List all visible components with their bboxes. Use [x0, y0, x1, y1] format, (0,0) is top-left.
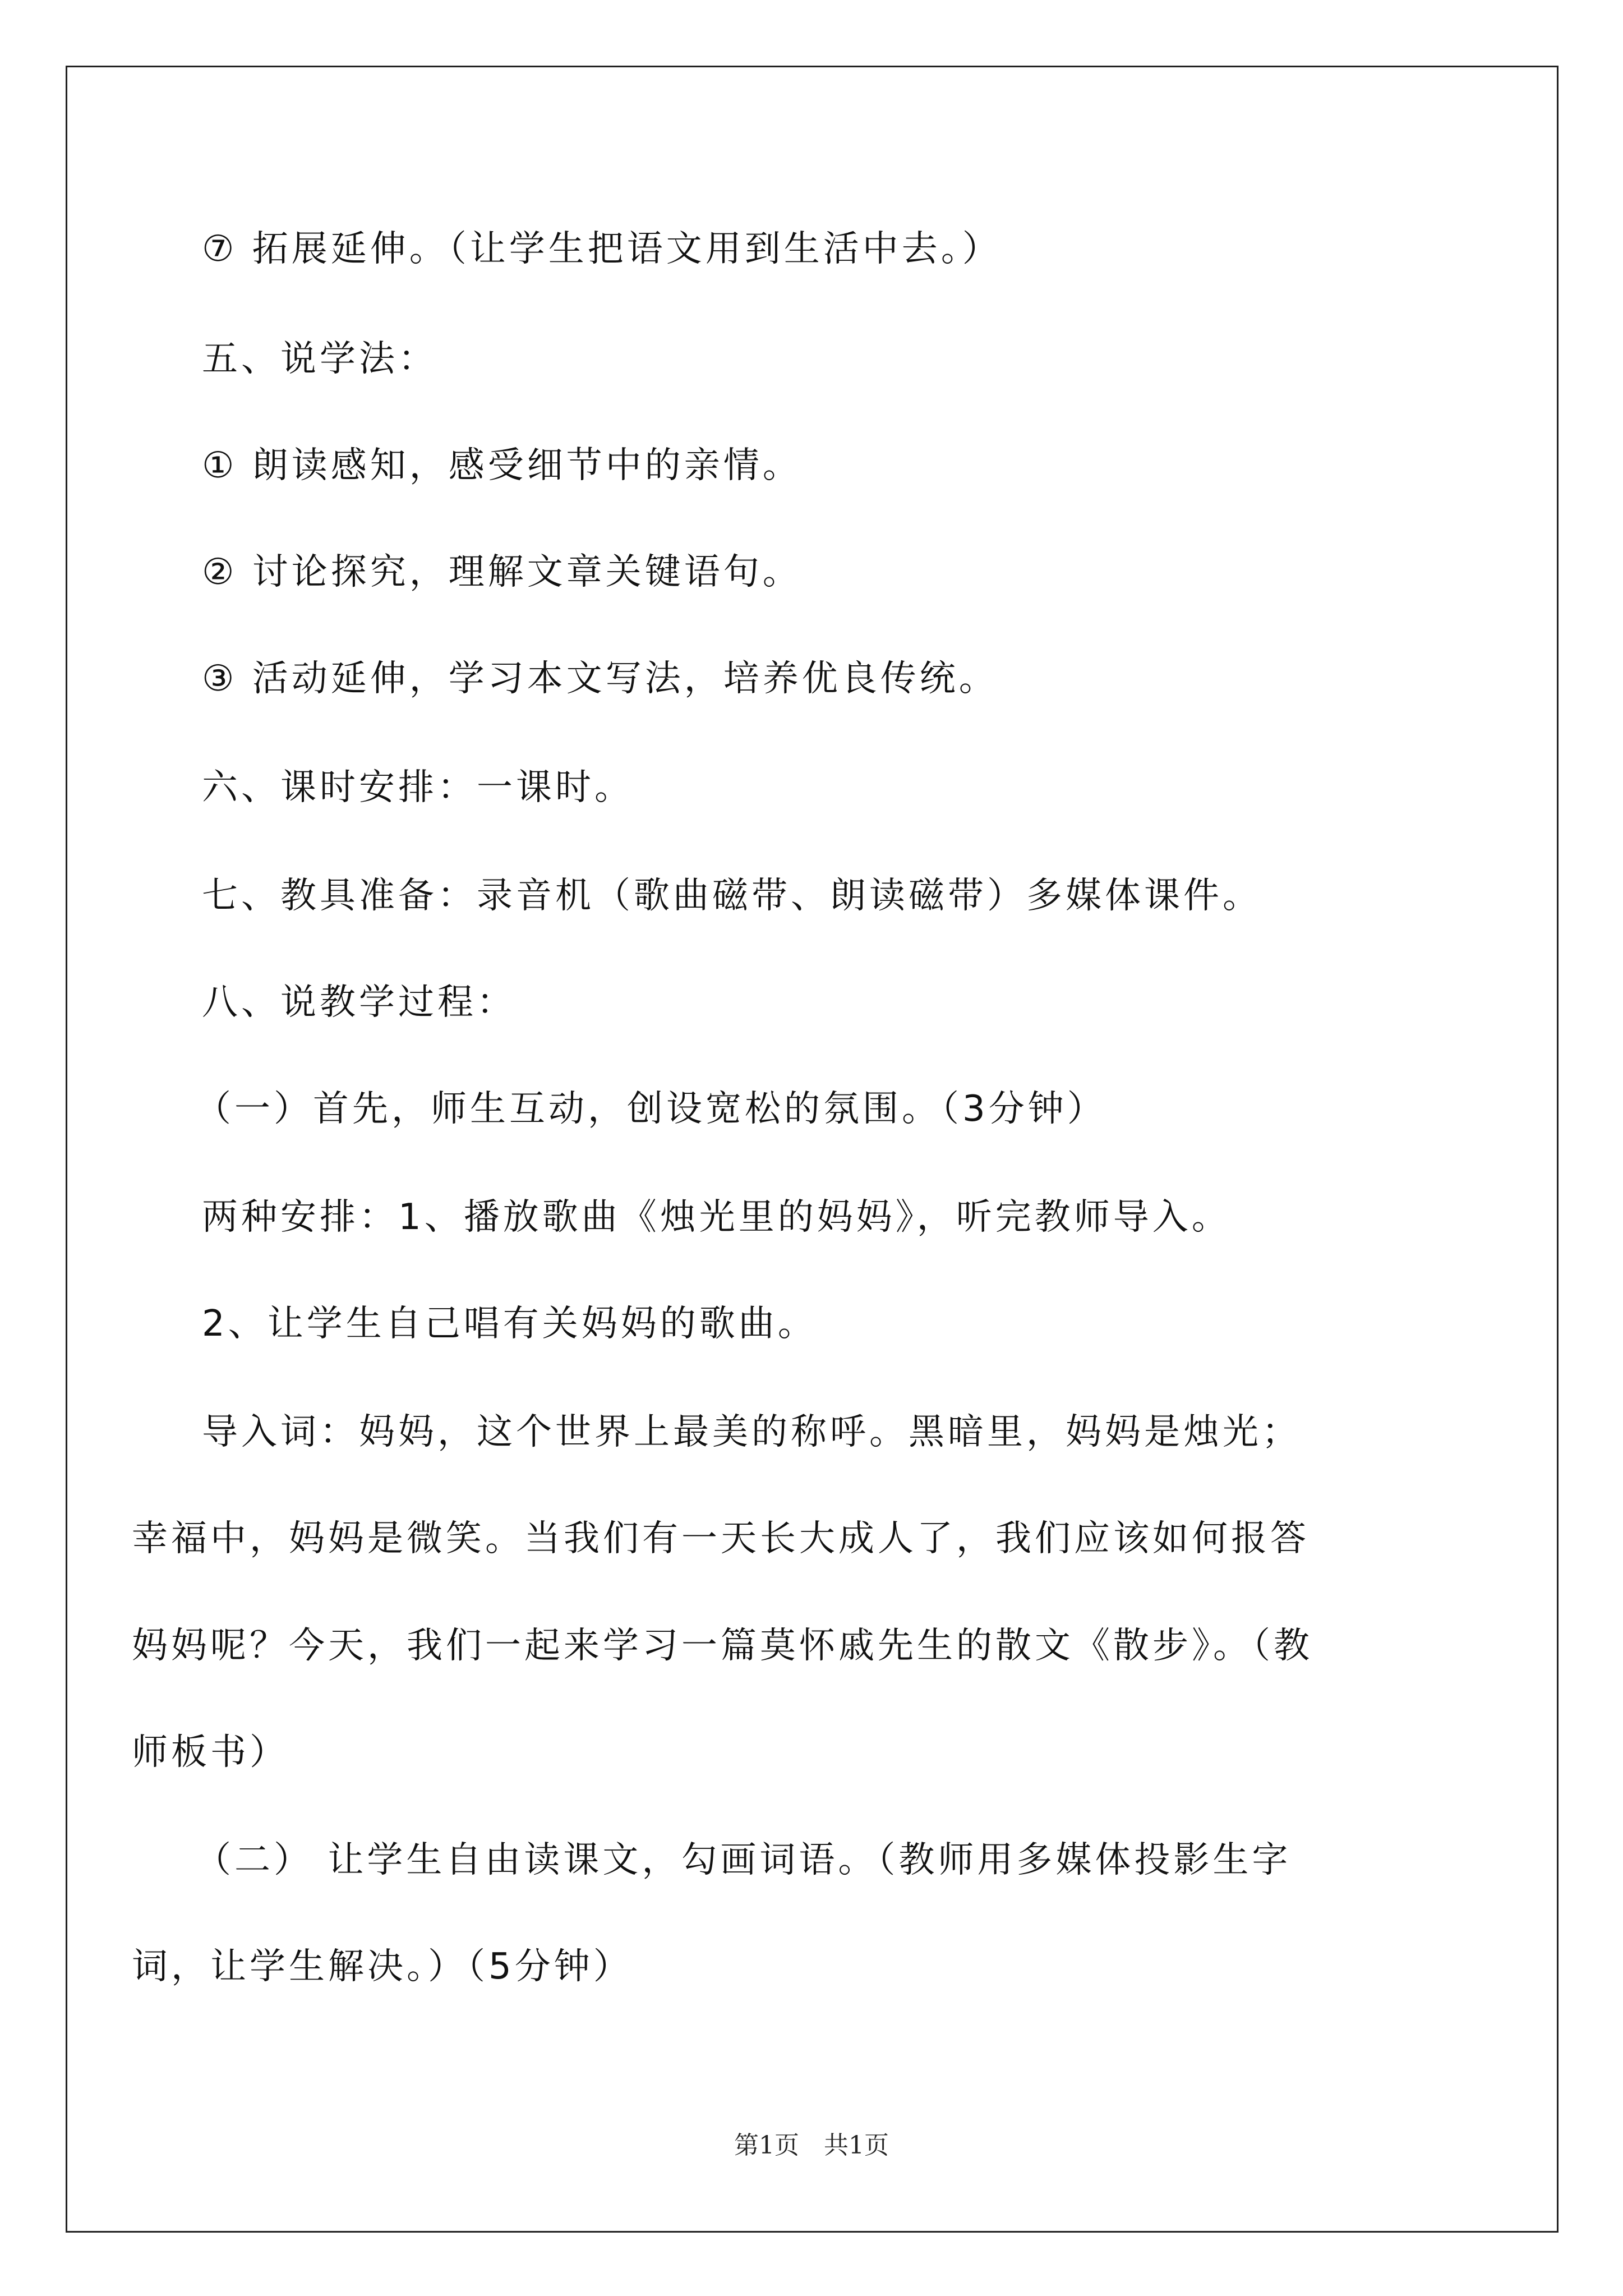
text-line: 妈妈呢？今天，我们一起来学习一篇莫怀戚先生的散文《散步》。（教	[132, 1625, 1313, 1667]
text-line: ⑦ 拓展延伸。（让学生把语文用到生活中去。）	[202, 228, 1002, 270]
section-heading: 七、教具准备：录音机（歌曲磁带、朗读磁带）多媒体课件。	[202, 875, 1262, 917]
page-border	[66, 66, 1559, 2233]
section-heading: 八、说教学过程：	[202, 982, 516, 1023]
text-line: 师板书）	[132, 1732, 289, 1773]
text-line: ② 讨论探究，理解文章关键语句。	[202, 551, 802, 593]
page-footer: 第1页 共1页	[734, 2131, 889, 2160]
text-line: （二） 让学生自由读课文，勾画词语。（教师用多媒体投影生字	[195, 1839, 1292, 1881]
text-line: 导入词：妈妈，这个世界上最美的称呼。黑暗里，妈妈是烛光；	[202, 1411, 1301, 1453]
text-line: 词，让学生解决。）（5分钟）	[132, 1946, 633, 1987]
section-heading: 五、说学法：	[202, 338, 437, 380]
text-line: ③ 活动延伸，学习本文写法，培养优良传统。	[202, 658, 998, 700]
text-line: （一）首先，师生互动，创设宽松的氛围。（3分钟）	[195, 1088, 1106, 1130]
text-line: ① 朗读感知，感受细节中的亲情。	[202, 445, 802, 486]
text-line: 两种安排：1、播放歌曲《烛光里的妈妈》，听完教师导入。	[202, 1197, 1231, 1238]
text-line: 2、让学生自己唱有关妈妈的歌曲。	[202, 1303, 817, 1345]
text-line: 幸福中，妈妈是微笑。当我们有一天长大成人了，我们应该如何报答	[132, 1518, 1310, 1559]
section-heading: 六、课时安排：一课时。	[202, 767, 634, 808]
